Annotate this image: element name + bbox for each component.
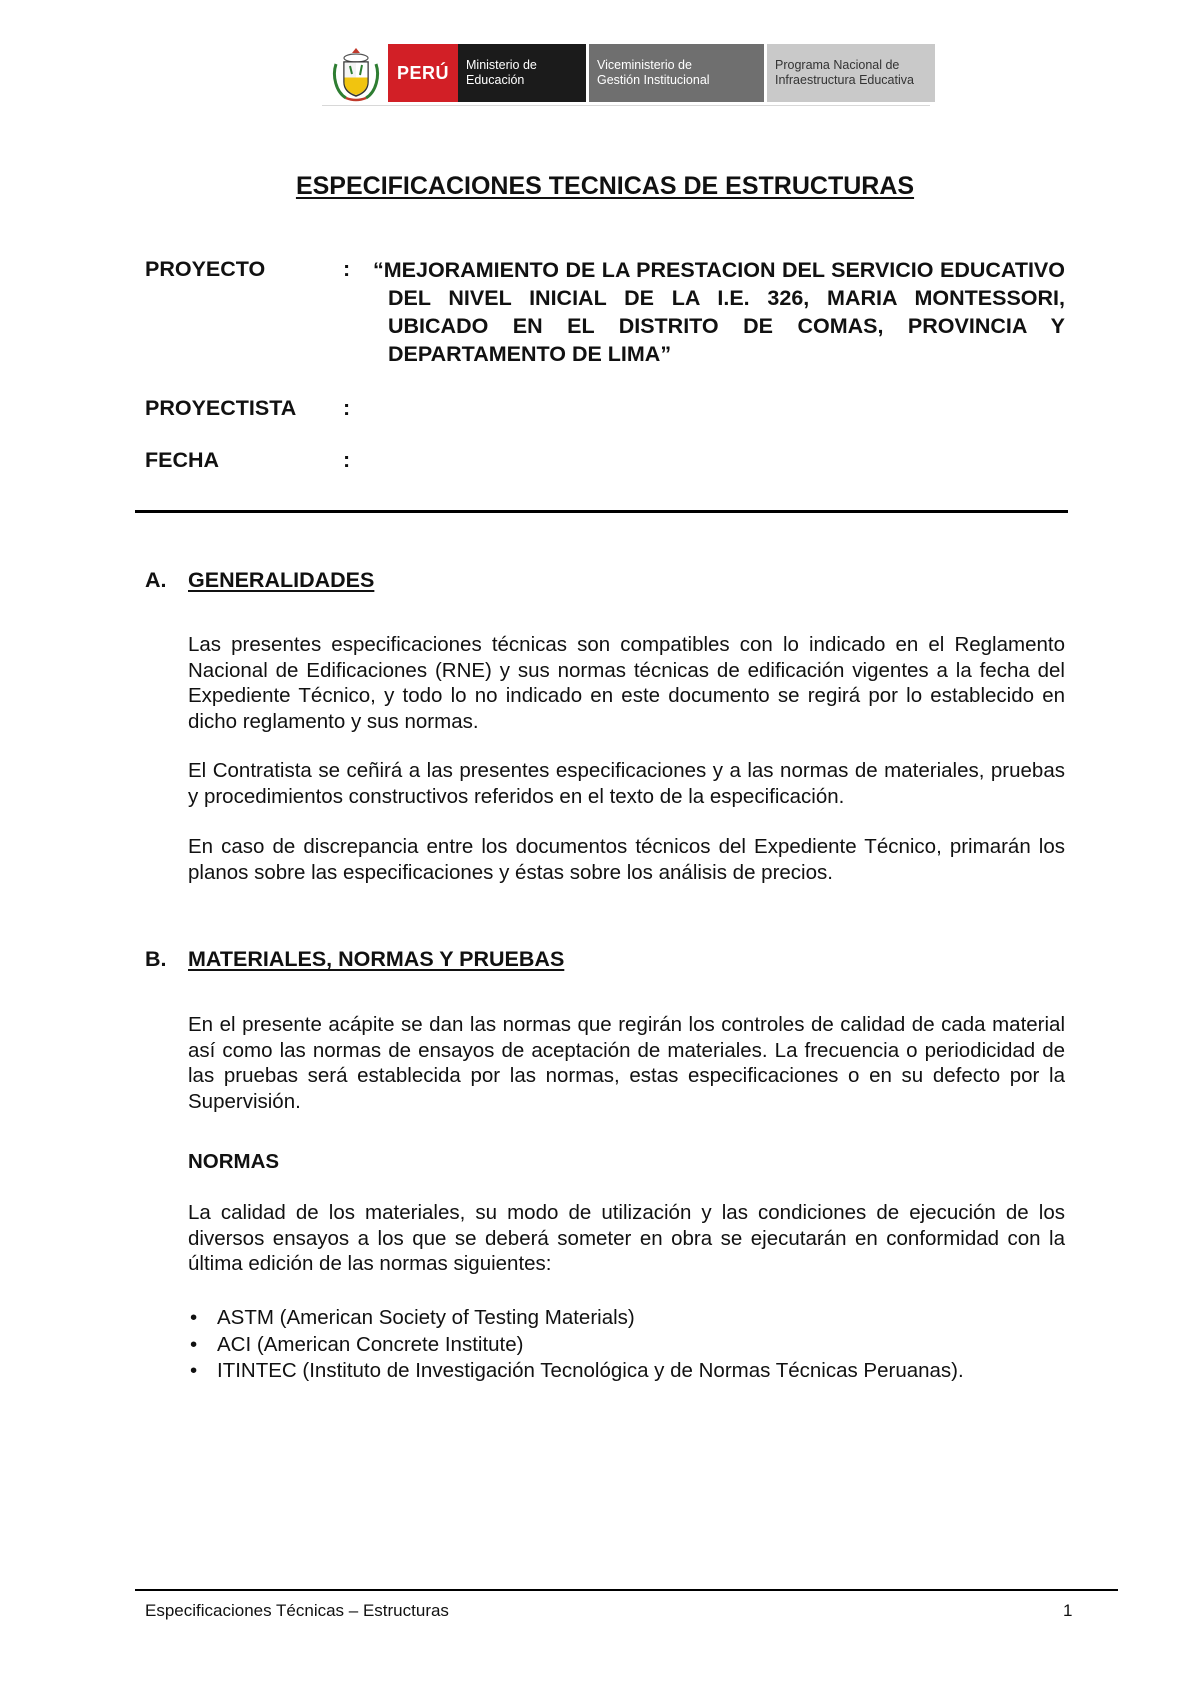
proyectista-colon: :	[343, 396, 351, 420]
viceministerio-logo-line2: Gestión Institucional	[597, 73, 710, 87]
page-number: 1	[1063, 1601, 1073, 1620]
peru-coat-of-arms-icon	[330, 44, 382, 102]
section-a-letter: A.	[145, 568, 167, 592]
proyecto-value: “MEJORAMIENTO DE LA PRESTACION DEL SERVICIO EDUCATIVO DEL NIVEL INICIAL DE LA I.E. 326, MARIA MONTESSORI, UBICADO EN EL DISTRITO DE COMAS, PROVINCIA Y DEPARTAMENTO DE LIMA”	[373, 258, 1065, 366]
ministerio-logo	[458, 44, 586, 102]
programa-logo	[767, 44, 935, 102]
header-logo-strip	[330, 44, 935, 102]
bullet-icon: •	[190, 1359, 198, 1382]
peru-logo	[388, 44, 458, 102]
normas-heading: NORMAS	[188, 1150, 280, 1173]
proyectista-label: PROYECTISTA	[145, 396, 297, 420]
footer-divider	[135, 1589, 1118, 1591]
bullet-icon: •	[190, 1306, 198, 1329]
programa-logo-line1: Programa Nacional de	[775, 58, 900, 72]
bullet-icon: •	[190, 1332, 198, 1356]
section-b-intro: En el presente acápite se dan las normas que regirán los controles de calidad de cada material así como las normas de ensayos de aceptación de materiales. La frecuencia o periodicidad de las pruebas será establecida por las normas, estas especificaciones o en su defecto por la Supervisión.	[188, 1013, 1065, 1113]
list-item-text: ACI (American Concrete Institute)	[217, 1332, 524, 1356]
section-a-title: GENERALIDADES	[188, 568, 375, 592]
proyecto-label: PROYECTO	[145, 257, 266, 281]
fecha-colon: :	[343, 448, 351, 472]
programa-logo-line2: Infraestructura Educativa	[775, 73, 914, 87]
proyecto-colon: :	[343, 257, 351, 281]
section-b-title: MATERIALES, NORMAS Y PRUEBAS	[188, 947, 565, 971]
list-item	[188, 1305, 1065, 1332]
normas-paragraph: La calidad de los materiales, su modo de utilización y las condiciones de ejecución de los diversos ensayos a los que se deberá someter en obra se ejecutarán en conformidad con la última edición de las normas siguientes:	[188, 1201, 1065, 1275]
list-item	[188, 1332, 1065, 1359]
section-a-paragraph-1: Las presentes especificaciones técnicas son compatibles con lo indicado en el Reglamento Nacional de Edificaciones (RNE) y sus normas técnicas de edificación vigentes a la fecha del Expediente Técnico, y todo lo no indicado en este documento se regirá por lo establecido en dicho reglamento y sus normas.	[188, 633, 1065, 733]
fecha-label: FECHA	[145, 448, 220, 472]
footer-text: Especificaciones Técnicas – Estructuras	[145, 1601, 449, 1620]
peru-logo-text: PERÚ	[396, 62, 449, 83]
list-item	[188, 1358, 1065, 1385]
section-a-paragraph-3: En caso de discrepancia entre los documentos técnicos del Expediente Técnico, primarán los planos sobre las especificaciones y éstas sobre los análisis de precios.	[188, 835, 1065, 884]
section-b-letter: B.	[145, 947, 167, 971]
list-item-text: ITINTEC (Instituto de Investigación Tecnológica y de Normas Técnicas Peruanas).	[217, 1359, 964, 1382]
list-item-text: ASTM (American Society of Testing Materials)	[217, 1306, 635, 1329]
viceministerio-logo-line1: Viceministerio de	[597, 58, 692, 72]
meta-divider	[135, 510, 1068, 513]
document-title: ESPECIFICACIONES TECNICAS DE ESTRUCTURAS	[295, 172, 915, 200]
section-a-paragraph-2: El Contratista se ceñirá a las presentes especificaciones y a las normas de materiales, pruebas y procedimientos constructivos referidos en el texto de la especificación.	[188, 759, 1065, 808]
viceministerio-logo	[589, 44, 764, 102]
ministerio-logo-line2: Educación	[466, 73, 525, 87]
normas-list	[188, 1305, 1065, 1385]
header-divider	[322, 105, 930, 106]
ministerio-logo-line1: Ministerio de	[466, 58, 537, 72]
